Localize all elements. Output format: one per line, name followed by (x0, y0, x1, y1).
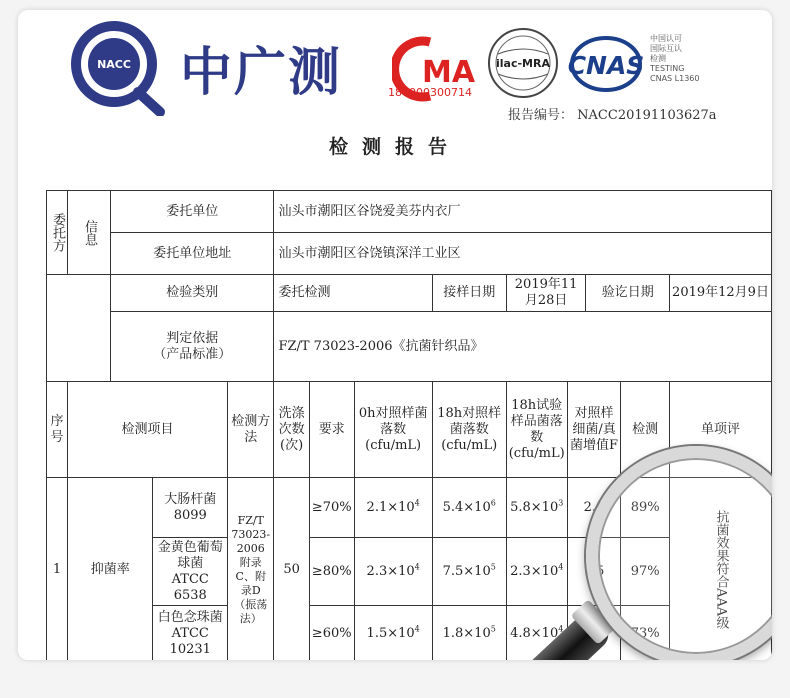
cnas-line: 中国认可 (650, 34, 682, 43)
client-unit-value: 汕头市潮阳区谷饶爱美芬内衣厂 (274, 191, 772, 233)
cma-mark-text: MA (422, 55, 476, 90)
c18-value: $5.4\times 10^6$ (432, 478, 506, 538)
category-value: 抑菌率 (68, 478, 153, 661)
client-address-value: 汕头市潮阳区谷饶镇深洋工业区 (274, 233, 772, 275)
header-c0h: 0h对照样菌落数 (cfu/mL) (354, 382, 432, 478)
result-value: 89% (621, 478, 670, 538)
basis-label-line: 判定依据 (166, 330, 219, 346)
client-address-label: 委托单位地址 (111, 233, 274, 275)
cnas-line: TESTING (650, 64, 685, 73)
cnas-line: 国际互认 (650, 44, 682, 53)
report-number-value: NACC20191103627a (577, 108, 717, 123)
ilac-mra-icon (486, 26, 560, 100)
c0h-value: $2.3\times 10^4$ (354, 538, 432, 606)
header-seq: 序号 (47, 382, 68, 478)
client-unit-label: 委托单位 (111, 191, 274, 233)
header-c18: 18h对照样菌落数 (cfu/mL) (432, 382, 506, 478)
report-number-label: 报告编号： (508, 108, 574, 123)
nacc-logo-icon (68, 20, 168, 116)
cnas-line: 检测 (650, 54, 666, 63)
table-row (47, 312, 772, 382)
result-value: 73% (621, 606, 670, 661)
req-value: ≥60% (309, 606, 354, 661)
wash-value: 50 (274, 478, 309, 661)
req-value: ≥70% (309, 478, 354, 538)
header-result: 检测 (621, 382, 670, 478)
inspection-type-label: 检验类别 (111, 275, 274, 312)
cnas-side-text (650, 34, 699, 84)
basis-label (111, 312, 274, 382)
c18-value: $7.5\times 10^5$ (432, 538, 506, 606)
brand-name: 中广测 (180, 43, 343, 103)
header-t18: 18h试验样品菌落数 (cfu/mL) (506, 382, 567, 478)
evaluation-value: 抗菌效果符合AAA级 (670, 478, 772, 661)
t18-value: $5.8\times 10^3$ (506, 478, 567, 538)
report-header (18, 10, 772, 130)
client-side-label: 委托方 (47, 191, 68, 275)
nacc-logo-text: NACC (97, 58, 131, 71)
item-name: 金黄色葡萄球菌 ATCC 6538 (153, 538, 228, 606)
report-title: 检测报告 (328, 136, 461, 158)
table-row (47, 233, 772, 275)
table-row (47, 275, 772, 312)
cnas-text: CNAS (568, 51, 645, 80)
ratio-value: 1.5 (567, 538, 621, 606)
header-ratio: 对照样细菌/真菌增值F (567, 382, 621, 478)
c0h-value: $2.1\times 10^4$ (354, 478, 432, 538)
item-name: 大肠杆菌 8099 (153, 478, 228, 538)
cma-number: 180000300714 (388, 86, 472, 99)
basis-value: FZ/T 73023-2006《抗菌针织品》 (274, 312, 772, 382)
ilac-text: ilac-MRA (496, 57, 550, 70)
method-value: FZ/T 73023-2006 附录C、附录D（振荡法） (228, 478, 274, 661)
header-req: 要求 (309, 382, 354, 478)
header-method: 检测方法 (228, 382, 274, 478)
blank-cell (47, 275, 111, 382)
finish-date-value: 2019年12月9日 (670, 275, 772, 312)
item-name: 白色念珠菌 ATCC 10231 (153, 606, 228, 661)
report-number (508, 104, 717, 123)
c0h-value: $1.5\times 10^4$ (354, 606, 432, 661)
ratio-value: 2.4 (567, 478, 621, 538)
req-value: ≥80% (309, 538, 354, 606)
finish-date-label: 验讫日期 (586, 275, 670, 312)
client-info-label: 信息 (68, 191, 111, 275)
c18-value: $1.8\times 10^5$ (432, 606, 506, 661)
report-paper (18, 10, 772, 660)
inspection-type-value: 委托检测 (274, 275, 432, 312)
receive-date-label: 接样日期 (432, 275, 506, 312)
cnas-line: CNAS L1360 (650, 74, 700, 83)
result-value: 97% (621, 538, 670, 606)
basis-label-line: （产品标准） (153, 346, 232, 362)
table-row (47, 191, 772, 233)
header-wash: 洗涤次数(次) (274, 382, 309, 478)
t18-value: $2.3\times 10^4$ (506, 538, 567, 606)
header-item: 检测项目 (68, 382, 228, 478)
seq-value: 1 (47, 478, 68, 661)
t18-value: $4.8\times 10^4$ (506, 606, 567, 661)
header-eval: 单项评 (670, 382, 772, 478)
receive-date-value: 2019年11月28日 (506, 275, 586, 312)
